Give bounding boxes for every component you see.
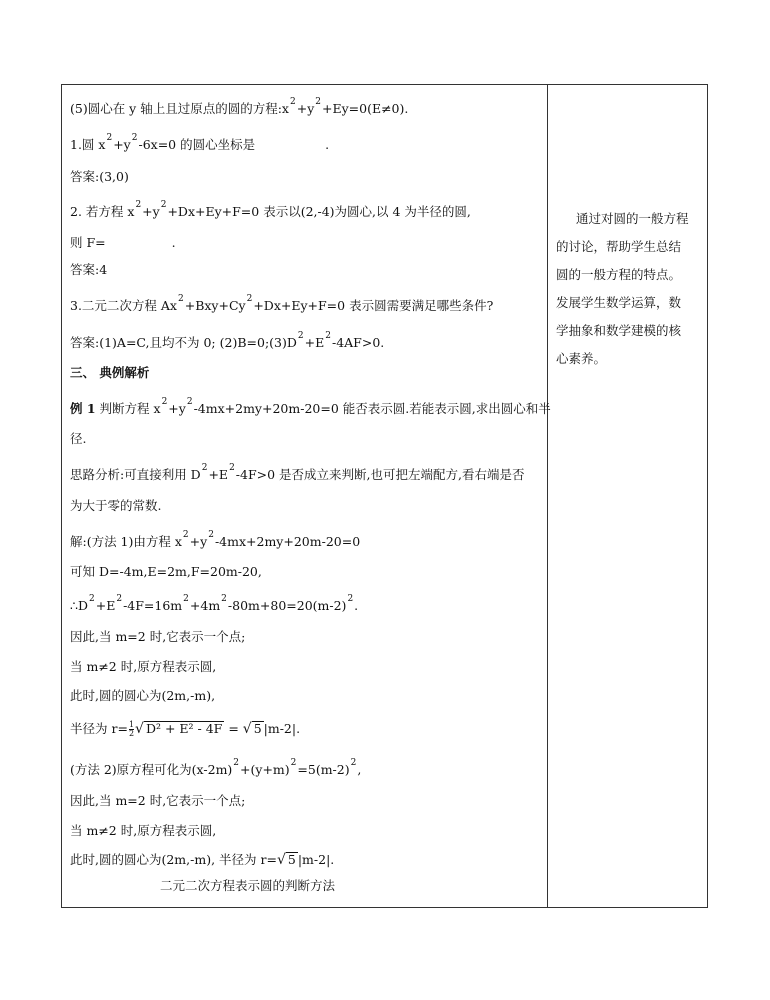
section-heading: 三、 典例解析 bbox=[70, 365, 150, 380]
question-3: 3.二元二次方程 $Ax^2+Bxy+Cy^2+Dx+Ey+F=0$ 表示圆需要满足哪些条件? bbox=[70, 294, 494, 313]
question-2: 2. 若方程 $x^2+y^2+Dx+Ey+F=0$ 表示以(2,-4)为圆心,以 4 为半径的圆, bbox=[70, 200, 471, 219]
thinking-1: 思路分析:可直接利用 $D^2+E^2-4F>0$ 是否成立来判断,也可把左端配方,看右端是否 bbox=[70, 463, 525, 482]
column-divider bbox=[547, 84, 548, 908]
method-2-line-2: 因此,当 m=2 时,它表示一个点; bbox=[70, 793, 246, 808]
answer-2: 答案:4 bbox=[70, 262, 108, 277]
answer-3: 答案:(1)A=C,且均不为 0; $(2)B=0;(3)D^2+E^2-4AF>0$. bbox=[70, 331, 385, 350]
question-2-blank: 则 F= . bbox=[70, 235, 176, 250]
method-2: (方法 2)原方程可化为$(x-2m)^2+(y+m)^2=5(m-2)^2$, bbox=[70, 758, 362, 777]
method-2-line-3: 当 m≠2 时,原方程表示圆, bbox=[70, 823, 217, 838]
line-circle-on-y-axis: (5)圆心在 y 轴上且过原点的圆的方程$:x^2+y^2+Ey=0(E\ne 0)$. bbox=[70, 97, 409, 116]
side-notes bbox=[556, 205, 701, 373]
solution-2: 可知 D=-4m,E=2m,F=20m-20, bbox=[70, 564, 262, 579]
side-note-line: 圆的一般方程的特点。 bbox=[556, 267, 682, 282]
side-note-line: 通过对圆的一般方程 bbox=[576, 211, 689, 226]
question-1: 1.圆 $x^2+y^2-6x=0$ 的圆心坐标是 . bbox=[70, 133, 330, 152]
example-1-cont: 径. bbox=[70, 431, 87, 446]
solution-6: 此时,圆的圆心为(2m,-m), bbox=[70, 688, 216, 703]
thinking-2: 为大于零的常数. bbox=[70, 498, 162, 513]
side-note-line: 学抽象和数学建模的核 bbox=[556, 323, 682, 338]
example-1: 例 1 判断方程 $x^2+y^2-4mx+2my+20m-20=0$ 能否表示圆.若能表示圆,求出圆心和半 bbox=[70, 397, 551, 416]
method-2-line-4: 此时,圆的圆心为(2m,-m), 半径为 r=√ 5 |m-2|. bbox=[70, 852, 335, 868]
solution-5: 当 m≠2 时,原方程表示圆, bbox=[70, 659, 217, 674]
solution-3: $\therefore D^2+E^2-4F=16m^2+4m^2-80m+80=20(m-2)^2$. bbox=[70, 594, 359, 613]
one-half-fraction: $\frac{1}{2}$ bbox=[128, 720, 135, 738]
side-note-line: 的讨论，帮助学生总结 bbox=[556, 239, 682, 254]
answer-1: 答案:(3,0) bbox=[70, 169, 129, 184]
solution-7-radius: 半径为 r= $\frac{1}{2}$ √ D² + E² - 4F = √ 5 |m-2|. bbox=[70, 720, 301, 738]
solution-1: 解:(方法 1)由方程 $x^2+y^2-4mx+2my+20m-20=0$ bbox=[70, 530, 361, 549]
solution-4: 因此,当 m=2 时,它表示一个点; bbox=[70, 629, 246, 644]
caption: 二元二次方程表示圆的判断方法 bbox=[160, 878, 336, 893]
side-note-line: 发展学生数学运算，数 bbox=[556, 295, 682, 310]
side-note-line: 心素养。 bbox=[556, 351, 607, 366]
